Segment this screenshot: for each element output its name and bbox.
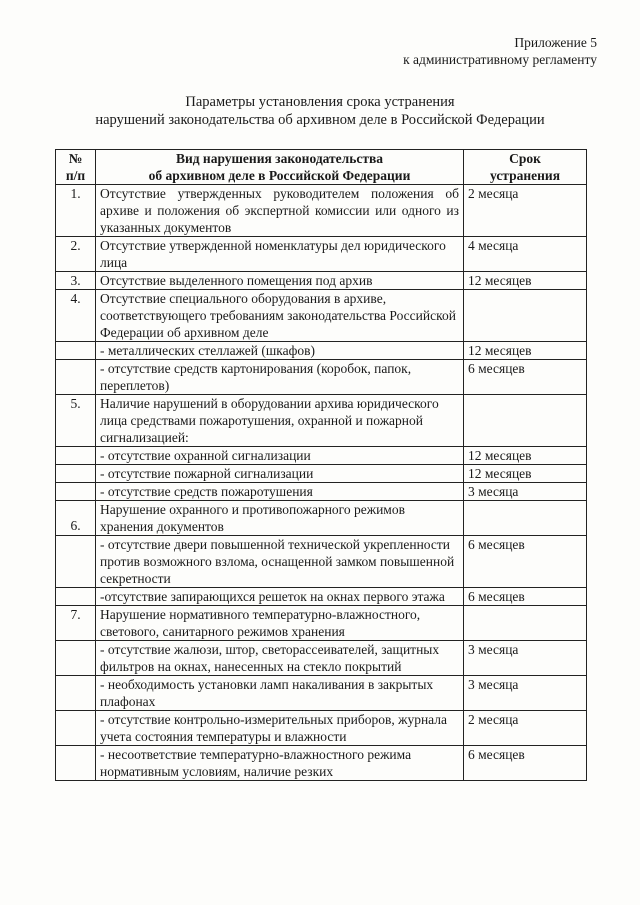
- table-row: [56, 536, 587, 588]
- table-row: [56, 606, 587, 641]
- table-row: [56, 395, 587, 447]
- row-description: -отсутствие запирающихся решеток на окнах первого этажа: [96, 588, 464, 606]
- row-number: [56, 465, 96, 483]
- table-row: [56, 447, 587, 465]
- row-number: 4.: [56, 290, 96, 342]
- row-number: [56, 641, 96, 676]
- row-description: - отсутствие жалюзи, штор, светорассеивателей, защитных фильтров на окнах, нанесенных на стекло покрытий: [96, 641, 464, 676]
- table-row: [56, 360, 587, 395]
- row-term: 6 месяцев: [464, 588, 587, 606]
- table-row: [56, 272, 587, 290]
- row-number: 5.: [56, 395, 96, 447]
- row-description: - необходимость установки ламп накаливания в закрытых плафонах: [96, 676, 464, 711]
- row-description: - отсутствие пожарной сигнализации: [96, 465, 464, 483]
- table-row: [56, 676, 587, 711]
- appendix-reference: к административному регламенту: [403, 52, 597, 67]
- row-description: Нарушение нормативного температурно-влажностного, светового, санитарного режимов хранения: [96, 606, 464, 641]
- title-line-2: нарушений законодательства об архивном деле в Российской Федерации: [95, 112, 545, 128]
- appendix-number: Приложение 5: [514, 35, 597, 50]
- row-term: 12 месяцев: [464, 447, 587, 465]
- document-title: [40, 93, 600, 129]
- row-term: 12 месяцев: [464, 465, 587, 483]
- row-number: [56, 483, 96, 501]
- row-term: 2 месяца: [464, 711, 587, 746]
- violations-table: [55, 149, 587, 781]
- row-description: - металлических стеллажей (шкафов): [96, 342, 464, 360]
- row-description: - отсутствие средств картонирования (коробок, папок, переплетов): [96, 360, 464, 395]
- row-description: Отсутствие утвержденных руководителем положения об архиве и положения об экспертной комиссии или одного из указанных документов: [96, 185, 464, 237]
- row-number: [56, 342, 96, 360]
- table-row: [56, 342, 587, 360]
- row-description: - отсутствие двери повышенной технической укрепленности против возможного взлома, оснащенной замком повышенной секретности: [96, 536, 464, 588]
- table-row: [56, 465, 587, 483]
- table-row: [56, 641, 587, 676]
- row-number: 7.: [56, 606, 96, 641]
- row-term: [464, 395, 587, 447]
- row-term: 3 месяца: [464, 641, 587, 676]
- row-number: [56, 360, 96, 395]
- row-term: 12 месяцев: [464, 272, 587, 290]
- row-term: 3 месяца: [464, 483, 587, 501]
- table-row: [56, 501, 587, 536]
- row-term: 3 месяца: [464, 676, 587, 711]
- row-number: 2.: [56, 237, 96, 272]
- row-term: 2 месяца: [464, 185, 587, 237]
- table-row: [56, 711, 587, 746]
- row-description: Наличие нарушений в оборудовании архива юридического лица средствами пожаротушения, охранной и пожарной сигнализацией:: [96, 395, 464, 447]
- header-term: Срок устранения: [464, 150, 587, 185]
- table-row: [56, 588, 587, 606]
- table-row: [56, 185, 587, 237]
- row-description: - отсутствие охранной сигнализации: [96, 447, 464, 465]
- row-term: 6 месяцев: [464, 536, 587, 588]
- row-term: 4 месяца: [464, 237, 587, 272]
- table-header-row: [56, 150, 587, 185]
- table-row: [56, 290, 587, 342]
- row-description: Отсутствие выделенного помещения под архив: [96, 272, 464, 290]
- header-violation-type: Вид нарушения законодательства об архивном деле в Российской Федерации: [96, 150, 464, 185]
- table-row: [56, 483, 587, 501]
- row-description: Отсутствие утвержденной номенклатуры дел юридического лица: [96, 237, 464, 272]
- row-number: 6.: [56, 501, 96, 536]
- row-description: Отсутствие специального оборудования в архиве, соответствующего требованиям законодательства Российской Федерации об архивном деле: [96, 290, 464, 342]
- row-number: 1.: [56, 185, 96, 237]
- table-row: [56, 237, 587, 272]
- row-number: [56, 447, 96, 465]
- title-line-1: Параметры установления срока устранения: [185, 94, 455, 110]
- row-description: - отсутствие контрольно-измерительных приборов, журнала учета состояния температуры и влажности: [96, 711, 464, 746]
- row-description: - несоответствие температурно-влажностного режима нормативным условиям, наличие резких: [96, 746, 464, 781]
- row-description: Нарушение охранного и противопожарного режимов хранения документов: [96, 501, 464, 536]
- row-term: 6 месяцев: [464, 360, 587, 395]
- row-number: [56, 536, 96, 588]
- row-term: [464, 501, 587, 536]
- row-description: - отсутствие средств пожаротушения: [96, 483, 464, 501]
- row-term: [464, 290, 587, 342]
- row-number: [56, 588, 96, 606]
- row-number: [56, 676, 96, 711]
- row-term: [464, 606, 587, 641]
- table-row: [56, 746, 587, 781]
- header-number: № п/п: [56, 150, 96, 185]
- appendix-header: [197, 34, 597, 68]
- row-number: 3.: [56, 272, 96, 290]
- row-number: [56, 711, 96, 746]
- row-term: 6 месяцев: [464, 746, 587, 781]
- row-term: 12 месяцев: [464, 342, 587, 360]
- row-number: [56, 746, 96, 781]
